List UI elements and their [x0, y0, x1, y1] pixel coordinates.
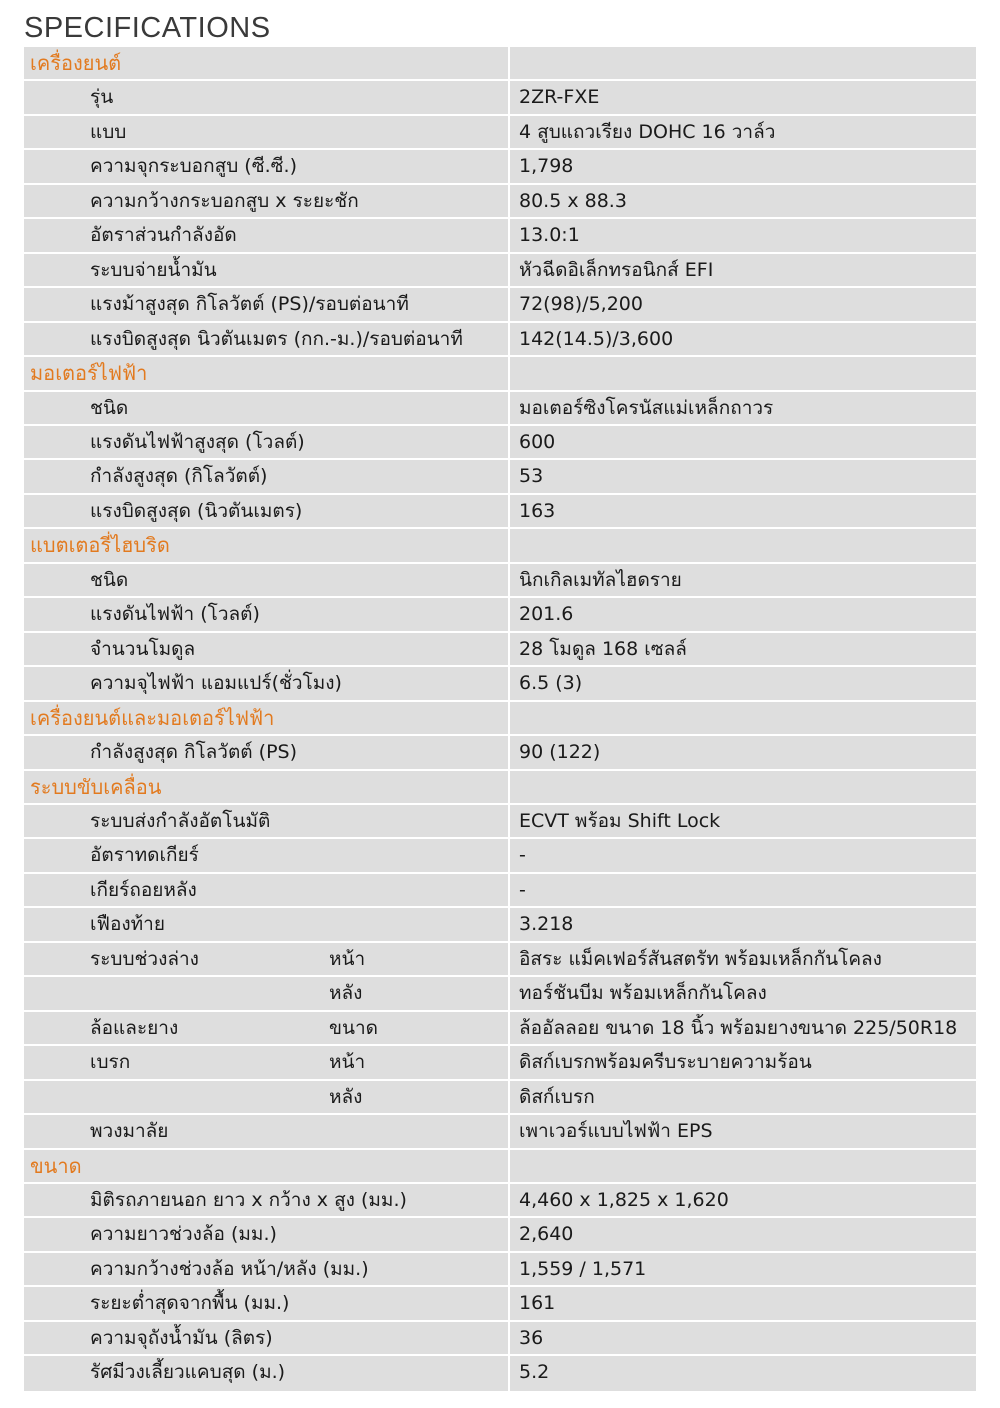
spec-label: ความจุไฟฟ้า แอมแปร์(ชั่วโมง) [90, 672, 342, 695]
spec-value: 36 [519, 1326, 544, 1349]
spec-value: อิสระ แม็คเฟอร์สันสตรัท พร้อมเหล็กกันโคลง [519, 947, 882, 970]
spec-row [24, 977, 976, 1011]
spec-label: ระบบส่งกำลังอัตโนมัติ [90, 809, 271, 832]
spec-sublabel: หลัง [329, 1085, 363, 1108]
spec-value: 72(98)/5,200 [519, 293, 643, 316]
spec-label: รุ่น [90, 86, 114, 109]
spec-value: 142(14.5)/3,600 [519, 327, 674, 350]
spec-sublabel: หน้า [329, 947, 366, 970]
spec-label: อัตราทดเกียร์ [90, 844, 199, 867]
spec-value: 2,640 [519, 1223, 574, 1246]
section-title: แบตเตอรี่ไฮบริด [30, 533, 170, 558]
spec-row [24, 805, 976, 839]
spec-value: 3.218 [519, 913, 574, 936]
spec-label: ชนิด [90, 568, 129, 591]
spec-value: 5.2 [519, 1361, 550, 1384]
spec-row [24, 598, 976, 632]
spec-row [24, 874, 976, 908]
spec-value: - [519, 878, 526, 901]
spec-row [24, 288, 976, 322]
spec-value: มอเตอร์ซิงโครนัสแม่เหล็กถาวร [519, 396, 774, 419]
spec-row [24, 1115, 976, 1149]
spec-value: 13.0:1 [519, 224, 580, 247]
spec-label: เกียร์ถอยหลัง [90, 878, 197, 901]
spec-value: หัวฉีดอิเล็กทรอนิกส์ EFI [519, 258, 714, 281]
spec-value: 4 สูบแถวเรียง DOHC 16 วาล์ว [519, 120, 776, 143]
spec-label: เบรก [90, 1051, 131, 1074]
spec-label: ชนิด [90, 396, 129, 419]
spec-rows [24, 47, 976, 1391]
spec-value: 201.6 [519, 603, 574, 626]
spec-value: นิกเกิลเมทัลไฮดราย [519, 568, 682, 591]
spec-label: มิติรถภายนอก ยาว x กว้าง x สูง (มม.) [90, 1188, 407, 1211]
spec-row [24, 150, 976, 184]
spec-label: ความกว้างกระบอกสูบ x ระยะชัก [90, 189, 359, 212]
section-header [24, 1150, 976, 1184]
spec-value: - [519, 844, 526, 867]
page-title: SPECIFICATIONS [24, 12, 271, 44]
spec-value: 1,559 / 1,571 [519, 1257, 647, 1280]
spec-row [24, 736, 976, 770]
spec-label: แรงม้าสูงสุด กิโลวัตต์ (PS)/รอบต่อนาที [90, 293, 409, 316]
spec-label: ความจุกระบอกสูบ (ซี.ซี.) [90, 155, 297, 178]
spec-row [24, 943, 976, 977]
spec-value: 600 [519, 430, 556, 453]
spec-label: ความจุถังน้ำมัน (ลิตร) [90, 1326, 273, 1349]
spec-label: อัตราส่วนกำลังอัด [90, 224, 237, 247]
section-title: มอเตอร์ไฟฟ้า [30, 361, 148, 386]
spec-label: ความยาวช่วงล้อ (มม.) [90, 1223, 277, 1246]
spec-value: 90 (122) [519, 741, 601, 764]
spec-row [24, 460, 976, 494]
spec-value: เพาเวอร์แบบไฟฟ้า EPS [519, 1120, 713, 1143]
spec-label: แบบ [90, 120, 127, 143]
section-header [24, 702, 976, 736]
spec-label: กำลังสูงสุด กิโลวัตต์ (PS) [90, 741, 298, 764]
spec-row [24, 185, 976, 219]
spec-label: กำลังสูงสุด (กิโลวัตต์) [90, 465, 268, 488]
spec-row [24, 323, 976, 357]
spec-value: 1,798 [519, 155, 574, 178]
spec-value: 28 โมดูล 168 เซลล์ [519, 637, 687, 660]
spec-row [24, 426, 976, 460]
spec-row [24, 1322, 976, 1356]
spec-value: 161 [519, 1292, 556, 1315]
spec-value: ดิสก์เบรก [519, 1085, 595, 1108]
spec-row [24, 1184, 976, 1218]
spec-label: ระยะต่ำสุดจากพื้น (มม.) [90, 1292, 290, 1315]
spec-table [24, 47, 976, 1391]
spec-value: 80.5 x 88.3 [519, 189, 627, 212]
section-title: เครื่องยนต์และมอเตอร์ไฟฟ้า [30, 705, 275, 730]
section-header [24, 47, 976, 81]
spec-value: 163 [519, 499, 556, 522]
spec-value: ECVT พร้อม Shift Lock [519, 809, 721, 832]
section-header [24, 357, 976, 391]
spec-sublabel: หลัง [329, 982, 363, 1005]
spec-label: จำนวนโมดูล [90, 637, 196, 660]
spec-row [24, 1287, 976, 1321]
spec-row [24, 1253, 976, 1287]
spec-row [24, 1046, 976, 1080]
spec-value: ทอร์ชันบีม พร้อมเหล็กกันโคลง [519, 982, 767, 1005]
spec-label: ระบบจ่ายน้ำมัน [90, 258, 217, 281]
spec-row [24, 564, 976, 598]
spec-label: พวงมาลัย [90, 1120, 169, 1143]
spec-row [24, 495, 976, 529]
spec-label: แรงดันไฟฟ้า (โวลต์) [90, 603, 260, 626]
spec-value: 53 [519, 465, 544, 488]
spec-row [24, 254, 976, 288]
spec-value: 4,460 x 1,825 x 1,620 [519, 1188, 729, 1211]
spec-row [24, 1356, 976, 1390]
spec-row [24, 1012, 976, 1046]
spec-row [24, 633, 976, 667]
spec-row [24, 392, 976, 426]
spec-row [24, 667, 976, 701]
spec-value: 2ZR-FXE [519, 86, 600, 109]
spec-row [24, 908, 976, 942]
spec-sublabel: ขนาด [329, 1016, 378, 1039]
spec-row [24, 219, 976, 253]
spec-label: แรงดันไฟฟ้าสูงสุด (โวลต์) [90, 430, 305, 453]
spec-row [24, 116, 976, 150]
spec-label: เฟืองท้าย [90, 913, 165, 936]
spec-row [24, 839, 976, 873]
spec-label: ความกว้างช่วงล้อ หน้า/หลัง (มม.) [90, 1257, 369, 1280]
section-title: ระบบขับเคลื่อน [30, 774, 162, 799]
spec-row [24, 1081, 976, 1115]
spec-label: ระบบช่วงล่าง [90, 947, 199, 970]
spec-value: 6.5 (3) [519, 672, 583, 695]
section-title: เครื่องยนต์ [30, 51, 122, 75]
section-header [24, 771, 976, 805]
spec-row [24, 81, 976, 115]
spec-value: ดิสก์เบรกพร้อมครีบระบายความร้อน [519, 1051, 812, 1074]
spec-label: แรงบิดสูงสุด (นิวตันเมตร) [90, 499, 303, 522]
spec-label: แรงบิดสูงสุด นิวตันเมตร (กก.-ม.)/รอบต่อนาที [90, 327, 463, 350]
spec-row [24, 1218, 976, 1252]
section-header [24, 529, 976, 563]
spec-label: ล้อและยาง [90, 1016, 179, 1039]
spec-value: ล้ออัลลอย ขนาด 18 นิ้ว พร้อมยางขนาด 225/50R18 [519, 1016, 958, 1039]
spec-label: รัศมีวงเลี้ยวแคบสุด (ม.) [90, 1361, 286, 1384]
section-title: ขนาด [30, 1153, 82, 1178]
spec-sublabel: หน้า [329, 1051, 366, 1074]
